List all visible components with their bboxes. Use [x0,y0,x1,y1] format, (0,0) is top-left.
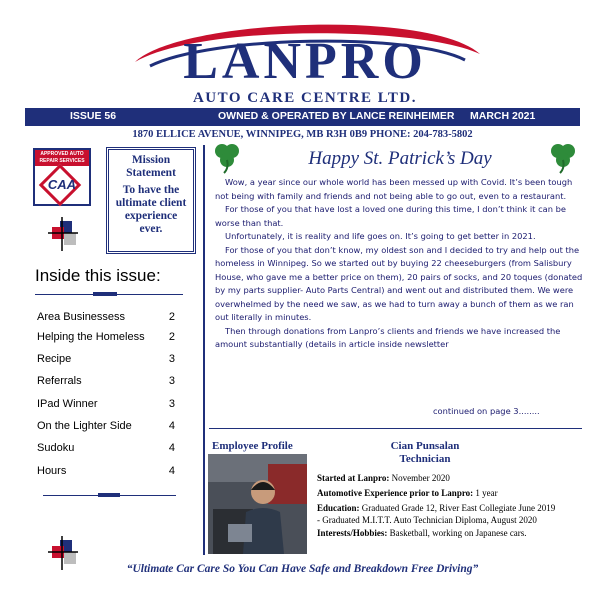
toc-item-page: 3 [168,353,175,365]
mission-statement-box [106,147,196,254]
caa-badge-caption: APPROVED AUTO REPAIR SERVICES [35,150,89,166]
toc-item-label: Hours [37,465,67,477]
toc-item-page: 2 [168,311,175,323]
article-paragraph: Wow, a year since our whole world has been messed up with Covid. It’s been tough not being with family and friends and not being able to go out, even to a restaurant. [215,177,573,201]
toc-item-page: 3 [168,398,175,410]
article-paragraph: Unfortunately, it is reality and life goes on. It’s going to get better in 2021. [225,231,536,241]
toc-item-page: 4 [168,442,175,454]
experience-value: 1 year [475,488,498,498]
toc-item-page: 4 [168,420,175,432]
toc-item-label: IPad Winner [37,398,98,410]
toc-item[interactable] [37,398,175,414]
article-body [215,176,585,352]
address-line: 1870 ELLICE AVENUE, WINNIPEG, MB R3H 0B9 PHONE: 204-783-5802 [132,129,473,140]
caa-logo-text: CAA [47,177,77,192]
toc-item[interactable] [37,442,175,458]
mission-text: To have the ultimate client experience ever. [115,184,187,235]
article-headline: Happy St. Patrick’s Day [308,148,492,169]
toc-item[interactable] [37,353,175,369]
shamrock-icon [546,140,580,174]
education-value: Graduated Grade 12, River East Collegiate June 2019 [361,503,556,513]
divider-accent [98,493,120,497]
toc-item[interactable] [37,420,175,436]
toc-item-page: 4 [168,465,175,477]
toc-item-label: Recipe [37,353,72,365]
divider-accent [93,292,117,296]
experience-label: Automotive Experience prior to Lanpro: [317,488,474,498]
issue-number: ISSUE 56 [70,110,117,122]
mondrian-decoration-icon [48,217,78,251]
interests-value: Basketball, working on Japanese cars. [389,528,527,538]
logo-subtitle: AUTO CARE CENTRE LTD. [192,90,418,106]
toc-item-label: On the Lighter Side [37,420,132,432]
toc-item[interactable] [37,331,175,347]
employee-photo [208,454,307,554]
shamrock-icon [210,140,244,174]
logo-wordmark: LANPRO [183,33,427,90]
inside-issue-title: Inside this issue: [35,266,161,285]
started-value: November 2020 [391,473,450,483]
employee-profile-title: Employee Profile [212,440,293,452]
footer-tagline: “Ultimate Car Care So You Can Have Safe and Breakdown Free Driving” [126,563,479,575]
owner-line: OWNED & OPERATED BY LANCE REINHEIMER [218,110,455,122]
divider [209,428,582,429]
toc-item[interactable] [37,465,175,481]
education-value: - Graduated M.I.T.T. Auto Technician Diploma, August 2020 [317,515,537,525]
toc-item-label: Referrals [37,375,82,387]
started-label: Started at Lanpro: [317,473,390,483]
employee-name: Cian Punsalan [390,440,460,452]
toc-item-label: Sudoku [37,442,75,454]
toc-item-page: 2 [168,331,175,343]
employee-name-block [360,440,490,466]
education-label: Education: [317,503,360,513]
caa-approved-badge [33,148,91,206]
article-paragraph: For those of you that have lost a loved one during this time, I don’t think it can be worse than that. [215,204,566,228]
employee-details [317,473,587,543]
employee-role: Technician [399,453,451,465]
toc-item[interactable] [37,311,175,327]
toc-item[interactable] [37,375,175,391]
mission-title: Mission Statement [126,154,176,179]
toc-item-page: 3 [168,375,175,387]
column-divider [203,145,205,555]
issue-banner [25,108,580,126]
interests-label: Interests/Hobbies: [317,528,388,538]
issue-date: MARCH 2021 [470,110,536,122]
toc-item-label: Area Businessess [37,311,126,323]
continued-link[interactable]: continued on page 3........ [433,406,540,416]
article-paragraph: Then through donations from Lanpro’s clients and friends we have increased the amount substantially (details in article inside newsletter [215,325,561,349]
toc-item-label: Helping the Homeless [37,331,145,343]
article-paragraph: For those of you that don’t know, my oldest son and I decided to try and help out the homeless in Winnipeg. So we started out by buying 22 cheeseburgers (from Salisbury House, who gave me a better price on them), 20 pairs of socks, and 20 toques (donated by my parts supplier- Auto Parts Central) and went out and distributed them. We were overwhelmed by the need we saw, as we had to turn away a bunch of them as we ran out literally in minutes. [215,244,583,322]
